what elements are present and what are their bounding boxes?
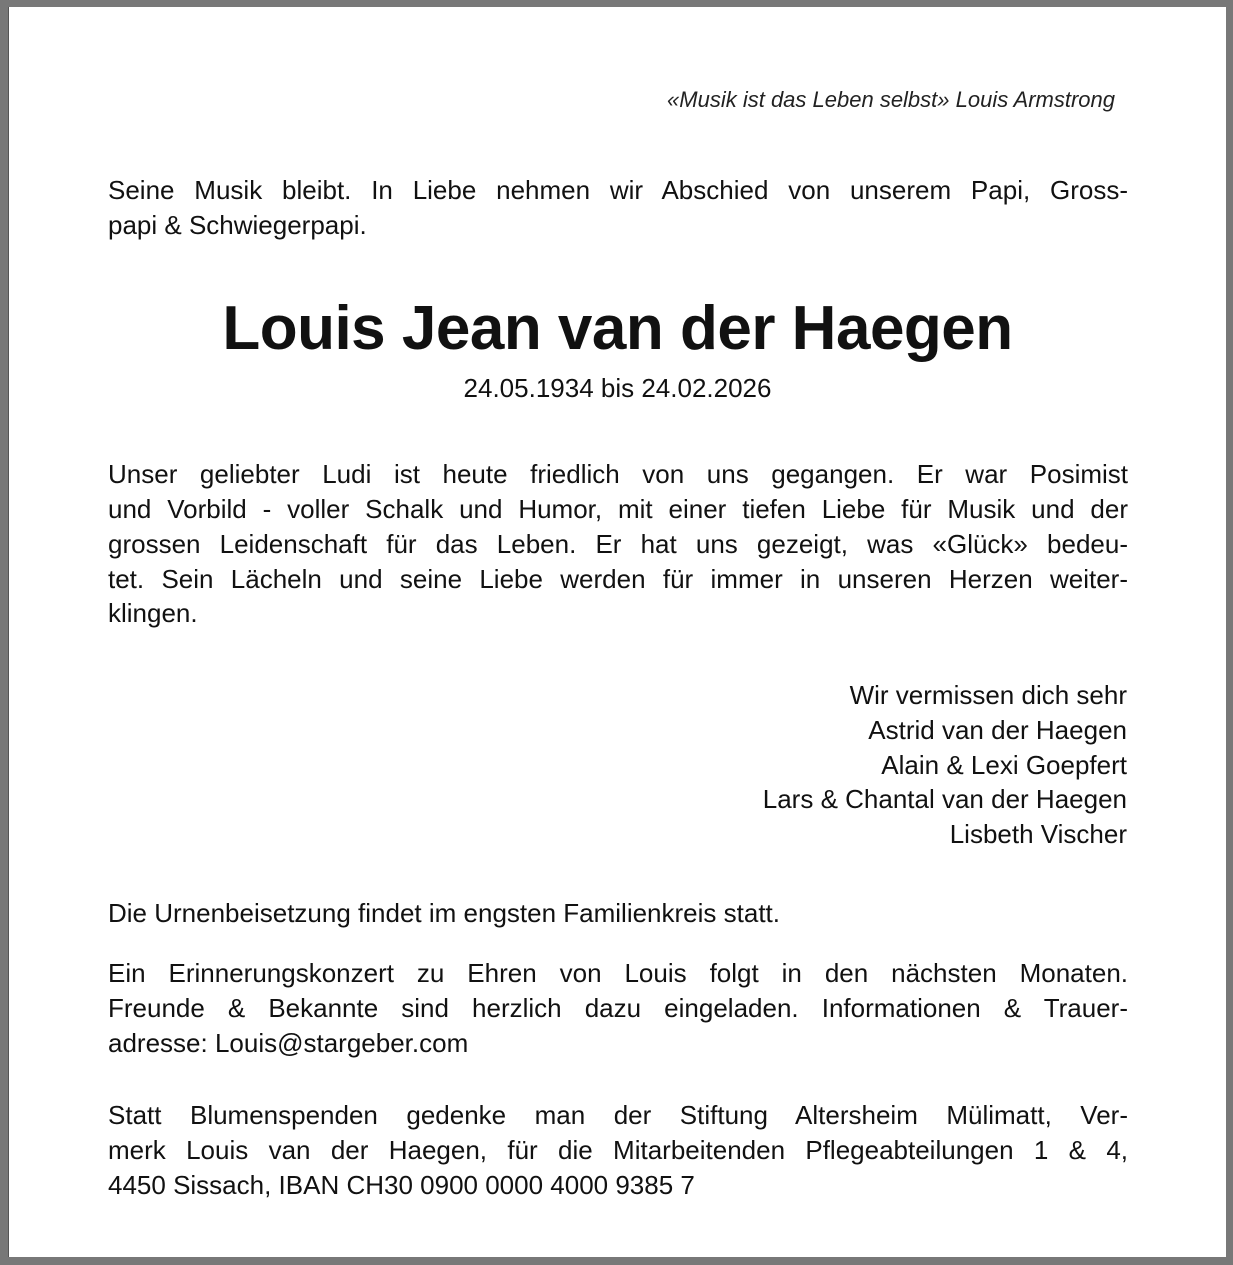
tribute-line: klingen.	[108, 598, 198, 628]
intro-line: papi & Schwiegerpapi.	[108, 210, 367, 240]
concert-line: Freunde & Bekannte sind herzlich dazu eingeladen. Informationen & Trauer-	[108, 993, 1128, 1023]
signature-line: Lars & Chantal van der Haegen	[762, 784, 1127, 814]
donation-line: merk Louis van der Haegen, für die Mitarbeitenden Pflegeabteilungen 1 & 4,	[108, 1135, 1128, 1165]
tribute-line: tet. Sein Lächeln und seine Liebe werden für immer in unseren Herzen weiter-	[108, 564, 1128, 594]
donation-line: 4450 Sissach, IBAN CH30 0900 0000 4000 9385 7	[108, 1170, 695, 1200]
deceased-name: Louis Jean van der Haegen	[222, 294, 1013, 363]
intro-line: Seine Musik bleibt. In Liebe nehmen wir Abschied von unserem Papi, Gross-	[108, 175, 1128, 205]
obituary-page	[8, 7, 1226, 1257]
tribute-line: grossen Leidenschaft für das Leben. Er hat uns gezeigt, was «Glück» bedeu-	[108, 529, 1128, 559]
life-dates: 24.05.1934 bis 24.02.2026	[463, 373, 772, 403]
signature-line: Wir vermissen dich sehr	[849, 680, 1127, 710]
tribute-line: und Vorbild - voller Schalk und Humor, mit einer tiefen Liebe für Musik und der	[108, 494, 1128, 524]
donation-line: Statt Blumenspenden gedenke man der Stiftung Altersheim Mülimatt, Ver-	[108, 1100, 1128, 1130]
epigraph-quote: «Musik ist das Leben selbst» Louis Armstrong	[667, 87, 1115, 112]
signature-line: Astrid van der Haegen	[868, 715, 1127, 745]
burial-notice: Die Urnenbeisetzung findet im engsten Familienkreis statt.	[108, 898, 780, 928]
signature-line: Lisbeth Vischer	[949, 819, 1127, 849]
tribute-line: Unser geliebter Ludi ist heute friedlich von uns gegangen. Er war Posimist	[108, 459, 1128, 489]
concert-line: Ein Erinnerungskonzert zu Ehren von Louis folgt in den nächsten Monaten.	[108, 958, 1128, 988]
concert-line: adresse: Louis@stargeber.com	[108, 1028, 469, 1058]
signature-line: Alain & Lexi Goepfert	[881, 750, 1127, 780]
